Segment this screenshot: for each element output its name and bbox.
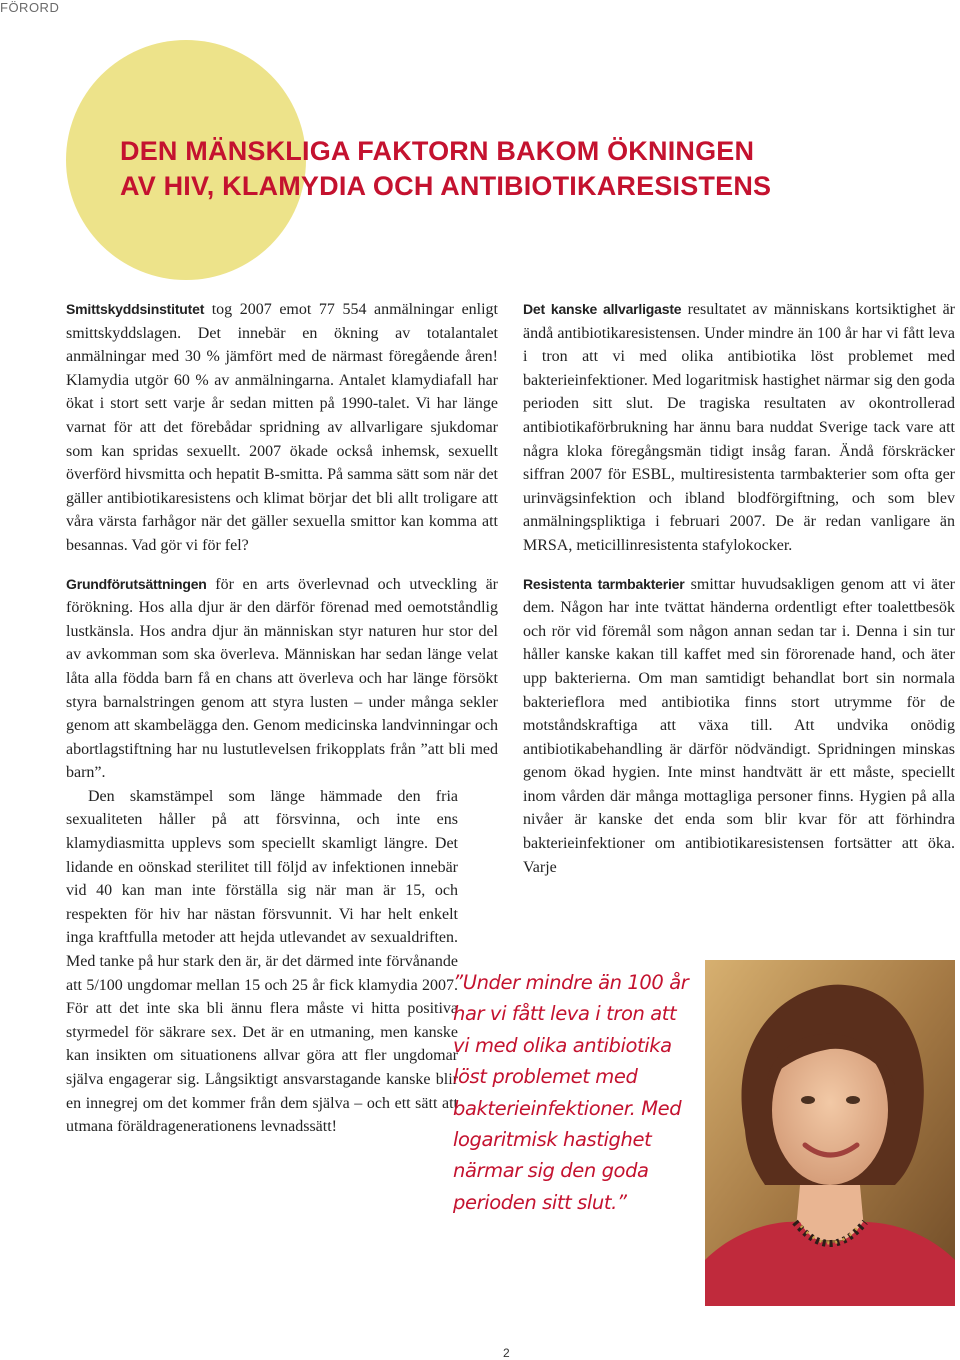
title-line-1: DEN MÄNSKLIGA FAKTORN BAKOM ÖKNINGEN [120,136,755,166]
left-column [66,298,498,1145]
paragraph-lead: Grundförutsättningen [66,575,207,592]
paragraph-text: tog 2007 emot 77 554 anmälningar enligt smittskyddslagen. Det innebär en ökning av totalantalet anmälningar med 30 % jämfört med de närmast föregående åren! Klamydia utgör 60 % av anmälningarna. Antalet klamydiafall har ökat i stort sett varje år sedan mitten på 1990-talet. Vi har länge varnat för att det förebådar spridning av allvarligare sjukdomar som kan spridas sexuellt. 2007 ökade också inhemsk, sexuellt överförd hivsmitta och hepatit B-smitta. På samma sätt som när det gäller antibiotikaresistens och klimat börjar det bli allt troligare att våra värsta farhågor när det gäller sexuella smittor kan komma att besannas. Vad gör vi för fel? [66,301,498,554]
left-paragraph-3 [66,785,498,1139]
page-number: 2 [503,1346,510,1360]
page-title [120,134,771,204]
paragraph-text: för en arts överlevnad och utveckling är förökning. Hos alla djur är den därför förenad med oemotståndlig lustkänsla. Hos andra djur än människan styr naturen hur stor del av avkomman som ska överleva. Människan har sedan länge velat låta alla födda barn få en chans att överleva och har länge försökt styra barnalstringen genom att styra lusten – under många sekler genom att skambelägga den. Genom medicinska landvinningar och abortlagstiftning har nu lustutlevelsen frikopplats från ”att bli med barn”. [66,575,498,782]
right-paragraph-2 [523,573,955,880]
left-paragraph-1 [66,298,498,558]
title-line-2: AV HIV, KLAMYDIA OCH ANTIBIOTIKARESISTENS [120,171,772,201]
paragraph-lead: Smittskyddsinstitutet [66,301,205,317]
right-paragraph-1 [523,298,955,558]
author-portrait [705,960,955,1306]
paragraph-text: resultatet av människans kortsiktighet är ändå antibiotikaresistensen. Under mindre än 100 år har vi fått leva i tron att vi med olika antibiotika löst problemet med bakterieinfektioner. Med logaritmisk hastighet närmar sig den goda perioden sitt slut. De tragiska resultaten av okontrollerad antibiotikaförbrukning har ännu bara nuddat Sverige tack vare att några kloka föregångsmän tidigt insåg faran. Ändå förskräcker siffran 2007 för ESBL, multiresistenta tarmbakterier som ofta ger urinvägsinfektion och ibland blodförgiftning, och som blev anmälningspliktiga i februari 2007. De är redan vanligare än MRSA, meticillinresistenta stafylokocker. [523,301,955,554]
paragraph-lead: Resistenta tarmbakterier [523,575,685,592]
paragraph-lead: Det kanske allvarligaste [523,301,682,317]
right-column [523,298,955,879]
left-paragraph-2 [66,573,498,785]
section-label: FÖRORD [0,0,60,15]
pull-quote: ”Under mindre än 100 år har vi fått leva i tron att vi med olika antibiotika löst problemet med bakterieinfektioner. Med logaritmisk hastighet närmar sig den goda perioden sitt slut.” [453,971,689,1214]
paragraph-text: smittar huvudsakligen genom att vi äter dem. Någon har inte tvättat händerna ordentligt efter toalettbesök och rör vid föremål som någon annan sedan tar i. Denna i sin tur håller kanske kakan till kaffet med sin förorenade hand, och äter upp bakterierna. Om man samtidigt behandlat bort sin normala bakterieflora med antibiotika finns stort utrymme för de motståndskraftiga att växa till. Att undvika onödig antibiotikabehandling är därför nödvändigt. Spridningen minskas genom ökad hygien. Inte minst handtvätt är ett måste, speciellt inom vården där många mottagliga personer finns. Hygien på alla nivåer är kanske det enda som blir kvar för att förhindra bakterieinfektioner om antibiotikaresistensen fortsätter att öka. Varje [523,575,955,876]
paragraph-text: Den skamstämpel som länge hämmade den fria sexualiteten håller på att försvinna, och inte ens klamydiasmitta upplevs som speciellt skamligt längre. Det lidande en oönskad sterilitet till följd av infektionen innebär vid 40 kan man inte förställa sig när man är 15, och respekten för hiv har nästan försvunnit. Vi har helt enkelt inga kraftfulla metoder att hejda utlevandet av sexualdriften. Med tanke på hur stark den är, är det därmed inte förvånande att 5/100 ungdomar mellan 15 och 25 år fick klamydia 2007. För att det inte ska bli ännu flera måste vi hitta positiva styrmedel för säkrare sex. Det är en utmaning, men kanske kan insikten om situationens allvar göra att fler ungdomar själva engagerar sig. Långsiktigt ansvarstagande kanske blir en innegrej om det kommer från dem själva – och ett sätt att utmana föräldragenerationens levnadssätt! [66,787,458,1136]
